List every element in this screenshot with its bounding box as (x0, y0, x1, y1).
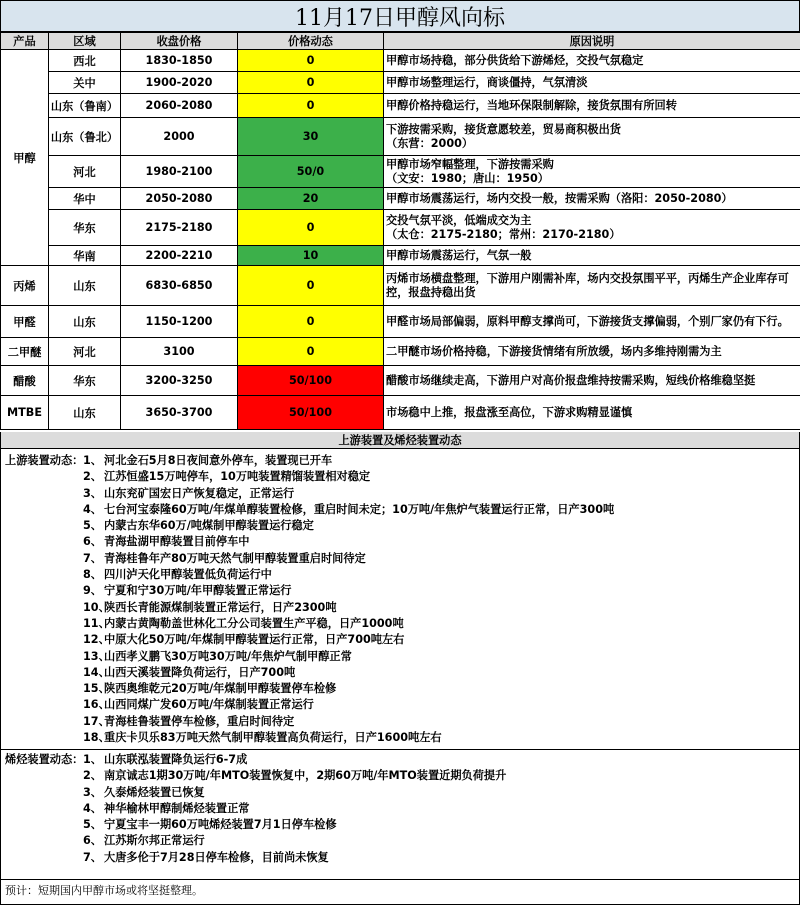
table-row (1, 338, 800, 366)
list-item (1, 551, 799, 567)
table-row (1, 94, 800, 118)
item-number: 1、 (83, 454, 102, 467)
price-trend-cell: 50/0 (238, 156, 384, 188)
item-number: 3、 (83, 486, 102, 500)
forecast-note: 预计：短期国内甲醇市场或将坚挺整理。 (0, 880, 800, 905)
item-text: 神华榆林甲醇制烯烃装置正常 (104, 801, 250, 815)
region-cell: 山东（鲁南） (49, 94, 121, 118)
reason-cell (384, 266, 800, 306)
close-price-cell: 2200-2210 (121, 246, 238, 266)
close-price-cell: 3650-3700 (121, 396, 238, 430)
item-text: 江苏斯尔邦正常运行 (104, 834, 205, 848)
region-cell: 华东 (49, 366, 121, 396)
reason-line: 市场稳中上推，报盘涨至高位，下游求购精显谨慎 (386, 405, 633, 419)
item-number: 7、 (83, 551, 102, 565)
list-item (1, 768, 799, 784)
item-number: 6、 (83, 535, 102, 549)
list-item (1, 801, 799, 817)
reason-line: 甲醇市场窄幅整理，下游按需采购 (386, 157, 554, 171)
list-item (1, 817, 799, 833)
region-cell: 山东 (49, 266, 121, 306)
table-row (1, 72, 800, 94)
product-cell: 甲醛 (1, 306, 49, 338)
header-price-trend: 价格动态 (238, 33, 384, 50)
region-cell: 河北 (49, 338, 121, 366)
reason-cell (384, 118, 800, 156)
item-text: 山东联泓装置降负运行6-7成 (104, 753, 248, 766)
close-price-cell: 2000 (121, 118, 238, 156)
item-number: 15、 (83, 682, 110, 696)
reason-line: （太仓：2175-2180；常州：2170-2180） (386, 227, 621, 241)
header-product: 产品 (1, 33, 49, 50)
item-number: 3、 (83, 785, 102, 799)
reason-line: 二甲醚市场价格持稳，下游接货情绪有所放缓，场内多维持刚需为主 (386, 344, 722, 358)
reason-cell (384, 156, 800, 188)
list-item (1, 632, 799, 648)
item-text: 内蒙古东华60万/吨煤制甲醇装置运行稳定 (104, 519, 314, 533)
reason-cell (384, 306, 800, 338)
section-lead-label: 烯烃装置动态： (5, 753, 84, 766)
list-item (1, 665, 799, 681)
reason-cell (384, 366, 800, 396)
item-text: 青海桂鲁年产80万吨天然气制甲醇装置重启时间待定 (104, 551, 366, 565)
close-price-cell: 1830-1850 (121, 50, 238, 72)
item-number: 5、 (83, 818, 102, 832)
item-text: 大唐多伦于7月28日停车检修，目前尚未恢复 (104, 850, 329, 864)
list-item (1, 469, 799, 485)
list-item (1, 534, 799, 550)
item-text: 江苏恒盛15万吨停车，10万吨装置精馏装置相对稳定 (104, 470, 371, 484)
reason-line: 甲醇市场震荡运行，气氛一般 (386, 248, 532, 262)
list-item (1, 616, 799, 632)
price-trend-cell: 0 (238, 94, 384, 118)
price-trend-cell: 20 (238, 188, 384, 210)
list-item (1, 681, 799, 697)
reason-line: 甲醛市场局部偏弱，原料甲醇支撑尚可，下游接货支撑偏弱，个别厂家仍有下行。 (386, 314, 789, 328)
product-cell: 丙烯 (1, 266, 49, 306)
item-number: 10、 (83, 600, 110, 614)
list-item (1, 649, 799, 665)
reason-cell (384, 50, 800, 72)
item-text: 山西同煤广发60万吨/年煤制装置正常运行 (104, 698, 314, 712)
section-title: 上游装置及烯烃装置动态 (0, 432, 800, 449)
close-price-cell: 1900-2020 (121, 72, 238, 94)
item-text: 山西天溪装置降负荷运行，日产700吨 (104, 665, 296, 679)
price-trend-cell: 0 (238, 210, 384, 246)
product-cell: 二甲醚 (1, 338, 49, 366)
header-close-price: 收盘价格 (121, 33, 238, 50)
item-number: 13、 (83, 649, 110, 663)
list-item (1, 518, 799, 534)
item-number: 4、 (83, 502, 102, 516)
item-text: 宁夏宝丰一期60万吨烯烃装置7月1日停车检修 (104, 818, 337, 832)
item-number: 4、 (83, 801, 102, 815)
reason-line: 甲醇市场整理运行，商谈僵持，气氛清淡 (386, 75, 588, 89)
region-cell: 华中 (49, 188, 121, 210)
item-text: 宁夏和宁30万吨/年甲醇装置正常运行 (104, 584, 292, 598)
item-text: 重庆卡贝乐83万吨天然气制甲醇装置高负荷运行，日产1600吨左右 (104, 731, 442, 745)
reason-line: 交投气氛平淡，低端成交为主 (386, 213, 532, 227)
list-item (1, 486, 799, 502)
region-cell: 西北 (49, 50, 121, 72)
reason-line: 甲醇市场持稳，部分供货给下游烯烃，交投气氛稳定 (386, 53, 644, 67)
price-trend-cell: 0 (238, 266, 384, 306)
item-number: 5、 (83, 519, 102, 533)
item-number: 8、 (83, 568, 102, 582)
close-price-cell: 6830-6850 (121, 266, 238, 306)
upstream-section (0, 449, 800, 750)
price-trend-cell: 0 (238, 72, 384, 94)
reason-line: 控，报盘持稳出货 (386, 285, 476, 299)
reason-cell (384, 396, 800, 430)
reason-line: 丙烯市场横盘整理，下游用户刚需补库，场内交投氛围平平，丙烯生产企业库存可 (386, 271, 789, 285)
list-item (1, 567, 799, 583)
price-trend-cell: 0 (238, 306, 384, 338)
list-item (1, 697, 799, 713)
close-price-cell: 1150-1200 (121, 306, 238, 338)
table-row (1, 156, 800, 188)
close-price-cell: 2060-2080 (121, 94, 238, 118)
reason-line: （东营：2000） (386, 136, 474, 150)
item-number: 1、 (83, 753, 102, 766)
price-trend-cell: 50/100 (238, 366, 384, 396)
list-item (1, 785, 799, 801)
list-item (1, 833, 799, 849)
reason-line: 醋酸市场继续走高，下游用户对高价报盘维持按需采购，短线价格维稳坚挺 (386, 373, 756, 387)
header-region: 区域 (49, 33, 121, 50)
item-text: 中原大化50万吨/年煤制甲醇装置运行正常，日产700吨左右 (104, 633, 405, 647)
product-cell: 醋酸 (1, 366, 49, 396)
item-number: 7、 (83, 850, 102, 864)
reason-cell (384, 72, 800, 94)
item-number: 6、 (83, 834, 102, 848)
table-row (1, 366, 800, 396)
close-price-cell: 2050-2080 (121, 188, 238, 210)
reason-line: （文安：1980；唐山：1950） (386, 171, 549, 185)
table-row (1, 188, 800, 210)
region-cell: 山东 (49, 306, 121, 338)
page-title: 11月17日甲醇风向标 (0, 0, 800, 32)
item-text: 内蒙古黄陶勒盖世林化工分公司装置生产平稳，日产1000吨 (104, 616, 404, 630)
item-text: 四川泸天化甲醇装置低负荷运行中 (104, 568, 272, 582)
item-number: 17、 (83, 714, 110, 728)
close-price-cell: 3100 (121, 338, 238, 366)
item-text: 南京诚志1期30万吨/年MTO装置恢复中，2期60万吨/年MTO装置近期负荷提升 (104, 769, 507, 783)
region-cell: 华东 (49, 210, 121, 246)
table-row (1, 50, 800, 72)
item-text: 青海桂鲁装置停车检修，重启时间待定 (104, 714, 295, 728)
table-row (1, 246, 800, 266)
reason-line: 甲醇价格持稳运行，当地环保限制解除，接货氛围有所回转 (386, 98, 677, 112)
table-row (1, 118, 800, 156)
price-table-body (1, 50, 800, 430)
reason-cell (384, 338, 800, 366)
reason-cell (384, 246, 800, 266)
product-cell: MTBE (1, 396, 49, 430)
item-number: 2、 (83, 769, 102, 783)
item-number: 16、 (83, 698, 110, 712)
price-trend-cell: 0 (238, 338, 384, 366)
item-text: 山东兖矿国宏日产恢复稳定，正常运行 (104, 486, 295, 500)
list-item (1, 714, 799, 730)
price-trend-cell: 30 (238, 118, 384, 156)
table-row (1, 306, 800, 338)
item-number: 2、 (83, 470, 102, 484)
table-header-row (1, 33, 800, 50)
list-item (1, 502, 799, 518)
table-row (1, 210, 800, 246)
item-text: 陕西长青能源煤制装置正常运行，日产2300吨 (104, 600, 337, 614)
price-table (0, 32, 800, 430)
item-number: 11、 (83, 616, 110, 630)
item-number: 9、 (83, 584, 102, 598)
reason-line: 甲醇市场震荡运行，场内交投一般，按需采购（洛阳：2050-2080） (386, 191, 733, 205)
list-item (1, 752, 799, 768)
product-cell: 甲醇 (1, 50, 49, 266)
list-item (1, 730, 799, 746)
list-item (1, 850, 799, 866)
section-lead-label: 上游装置动态： (5, 454, 84, 467)
reason-cell (384, 188, 800, 210)
price-trend-cell: 0 (238, 50, 384, 72)
reason-line: 下游按需采购，接货意愿较差，贸易商积极出货 (386, 122, 621, 136)
close-price-cell: 1980-2100 (121, 156, 238, 188)
item-text: 久泰烯烃装置已恢复 (104, 785, 205, 799)
region-cell: 华南 (49, 246, 121, 266)
region-cell: 山东（鲁北） (49, 118, 121, 156)
price-trend-cell: 50/100 (238, 396, 384, 430)
item-number: 12、 (83, 633, 110, 647)
table-row (1, 396, 800, 430)
table-row (1, 266, 800, 306)
item-text: 山西孝义鹏飞30万吨30万吨/年焦炉气制甲醇正常 (104, 649, 352, 663)
region-cell: 关中 (49, 72, 121, 94)
reason-cell (384, 94, 800, 118)
olefin-section (0, 750, 800, 880)
list-item (1, 453, 799, 469)
close-price-cell: 2175-2180 (121, 210, 238, 246)
item-text: 河北金石5月8日夜间意外停车，装置现已开车 (104, 454, 333, 467)
item-text: 青海盐湖甲醇装置目前停车中 (104, 535, 250, 549)
item-number: 14、 (83, 665, 110, 679)
region-cell: 山东 (49, 396, 121, 430)
price-trend-cell: 10 (238, 246, 384, 266)
list-item (1, 600, 799, 616)
region-cell: 河北 (49, 156, 121, 188)
header-reason: 原因说明 (384, 33, 800, 50)
reason-cell (384, 210, 800, 246)
item-text: 陕西奥维乾元20万吨/年煤制甲醇装置停车检修 (104, 682, 337, 696)
item-number: 18、 (83, 731, 110, 745)
list-item (1, 583, 799, 599)
close-price-cell: 3200-3250 (121, 366, 238, 396)
item-text: 七台河宝泰隆60万吨/年煤单醇装置检修，重启时间未定；10万吨/年焦炉气装置运行正常，日产300吨 (104, 502, 615, 516)
